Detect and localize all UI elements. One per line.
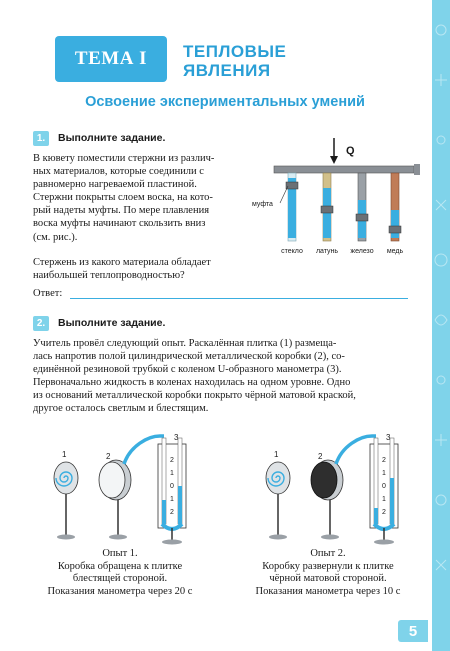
sleeve [356, 214, 368, 221]
wax-coating [391, 210, 399, 238]
topic-title-line1: ТЕПЛОВЫЕ [183, 42, 287, 61]
topic-title [183, 42, 286, 80]
task1-heading: Выполните задание. [58, 132, 166, 144]
task1-number: 1. [36, 133, 46, 144]
scale-label: 0 [382, 483, 386, 490]
sleeve-label: муфта [252, 201, 273, 208]
sleeve [321, 206, 333, 213]
rod-label: медь [386, 248, 404, 255]
marker-heater: 1 [62, 450, 67, 459]
metal-box [311, 460, 343, 540]
task2-number-badge [33, 316, 49, 331]
task2-line: единённой резиновой трубкой с коленом U-образного манометра (3). [33, 364, 342, 376]
topic-badge [55, 36, 167, 82]
marker-box: 2 [318, 452, 323, 461]
marker-manometer: 3 [174, 433, 179, 442]
scale-label: 2 [382, 457, 386, 464]
task2-line: Первоначально жидкость в коленах находилась на одном уровне. Одно [33, 377, 351, 389]
section-title: Освоение экспериментальных умений [85, 94, 365, 110]
task2-text [33, 337, 411, 416]
metal-box [99, 460, 131, 540]
heater [54, 462, 78, 540]
task1-line: Стержни покрыты слоем воска, на кото- [33, 192, 213, 204]
task1-number-badge [33, 131, 49, 146]
experiment2-figure [250, 428, 410, 546]
scale-label: 0 [170, 483, 174, 490]
task1-line: В кювету поместили стержни из различ- [33, 153, 215, 164]
sleeve-pointer [280, 186, 288, 203]
rods [286, 173, 401, 241]
scale-label: 1 [382, 496, 386, 503]
caption-line: Коробку развернули к плитке [262, 560, 394, 572]
task1-question-line: наибольшей теплопроводностью? [33, 270, 185, 282]
task1-text [33, 152, 248, 244]
heat-label: Q [346, 145, 355, 157]
caption-line: блестящей стороной. [72, 573, 168, 585]
marker-manometer: 3 [386, 433, 391, 442]
experiment1-caption [20, 548, 220, 598]
caption-line: Показания манометра через 10 с [255, 585, 401, 597]
task1-question-line: Стержень из какого материала обладает [33, 257, 211, 268]
rod-label: латунь [315, 248, 339, 255]
task2-heading: Выполните задание. [58, 317, 166, 329]
task2-number: 2. [36, 318, 46, 329]
caption-line: Коробка обращена к плитке [57, 560, 183, 572]
task1-line: (см. рис.). [33, 231, 78, 243]
task1-line: равномерно нагреваемой пластиной. [33, 179, 197, 191]
scale-label: 1 [382, 470, 386, 477]
sleeve [389, 226, 401, 233]
task1-line: рый надеты муфты. По мере плавления [33, 205, 210, 217]
heated-plate [274, 166, 414, 173]
scale-label: 1 [170, 496, 174, 503]
experiment2-caption [228, 548, 428, 598]
heater [266, 462, 290, 540]
sleeve [286, 182, 298, 189]
task2-line: из оснований металлической коробки покрыто чёрной матовой краской, [33, 390, 356, 402]
topic-title-line2: ЯВЛЕНИЯ [183, 61, 271, 80]
heat-arrowhead-icon [330, 156, 338, 164]
answer-input-line[interactable] [70, 298, 408, 299]
caption-line: чёрной матовой стороной. [269, 573, 387, 585]
task1-line: ных материалов, которые соединили с [33, 166, 204, 178]
task2-line: лась напротив полой цилиндрической металлической коробки (2), со- [33, 351, 345, 363]
task1-question [33, 256, 248, 282]
caption-title: Опыт 1. [102, 548, 138, 559]
rod-label: железо [350, 248, 374, 255]
task2-line: Учитель провёл следующий опыт. Раскалённая плитка (1) размеща- [33, 338, 337, 349]
manometer [158, 438, 186, 545]
task2-line: другое осталось светлым и блестящим. [33, 403, 209, 415]
marker-heater: 1 [274, 450, 279, 459]
scale-label: 2 [170, 457, 174, 464]
experiment1-figure [38, 428, 198, 546]
manometer [370, 438, 398, 545]
scale-label: 1 [170, 470, 174, 477]
marker-box: 2 [106, 452, 111, 461]
scale-label: 2 [382, 509, 386, 516]
caption-line: Показания манометра через 20 с [47, 585, 193, 597]
answer-label: Ответ: [33, 288, 63, 299]
scale-label: 2 [170, 509, 174, 516]
caption-title: Опыт 2. [310, 548, 346, 559]
topic-label: ТЕМА I [74, 48, 148, 69]
rod-label: стекло [281, 248, 303, 255]
task1-line: воска муфты начинают скользить вниз [33, 218, 206, 230]
plate-support [414, 164, 420, 175]
rods-figure [252, 134, 422, 258]
page-number: 5 [398, 620, 428, 642]
